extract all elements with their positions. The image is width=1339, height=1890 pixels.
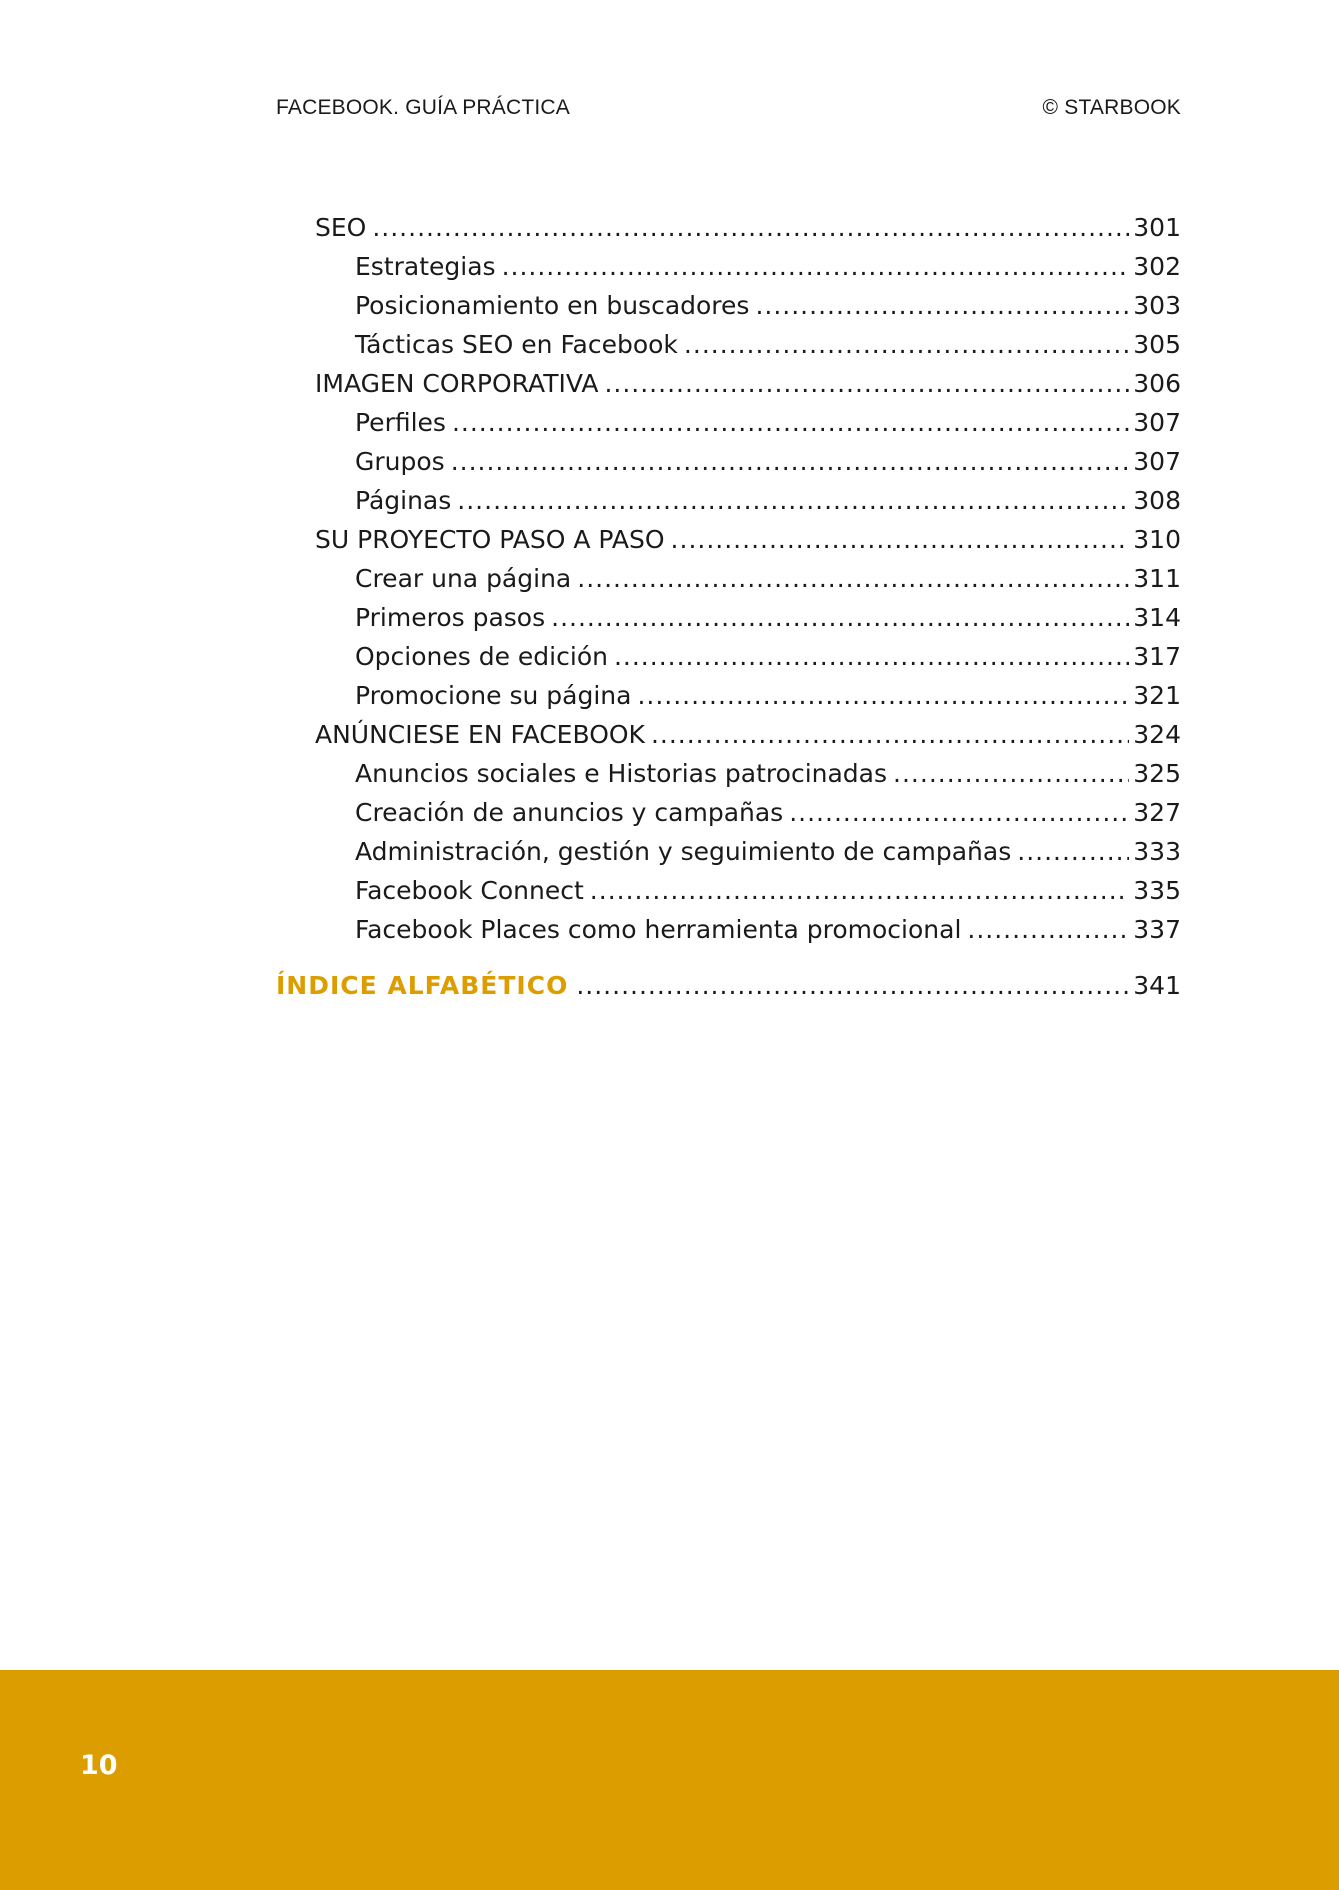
toc-entry-page: 317 <box>1133 642 1181 671</box>
toc-entry[interactable] <box>276 637 1181 676</box>
toc-entry[interactable] <box>276 598 1181 637</box>
toc-entry-page: 307 <box>1133 447 1181 476</box>
table-of-contents <box>276 208 1181 949</box>
toc-entry-page: 327 <box>1133 798 1181 827</box>
toc-entry-page: 335 <box>1133 876 1181 905</box>
dot-leader <box>893 754 1129 793</box>
toc-entry[interactable] <box>276 403 1181 442</box>
toc-entry-page: 308 <box>1133 486 1181 515</box>
toc-entry-title: Grupos <box>355 447 445 476</box>
toc-entry-title: Crear una página <box>355 564 572 593</box>
dot-leader <box>671 520 1130 559</box>
toc-entry-title: Páginas <box>355 486 452 515</box>
dot-leader <box>502 247 1130 286</box>
toc-entry-page: 311 <box>1133 564 1181 593</box>
toc-entry-page: 306 <box>1133 369 1181 398</box>
toc-entry[interactable] <box>276 286 1181 325</box>
toc-entry-page: 333 <box>1133 837 1181 866</box>
toc-entry-title: Facebook Connect <box>355 876 584 905</box>
toc-entry-page: 325 <box>1133 759 1181 788</box>
dot-leader <box>967 910 1129 949</box>
toc-entry-page: 302 <box>1133 252 1181 281</box>
toc-entry-page: 314 <box>1133 603 1181 632</box>
toc-entry-title: SU PROYECTO PASO A PASO <box>315 525 665 554</box>
page-number: 10 <box>80 1750 118 1781</box>
dot-leader <box>1017 832 1129 871</box>
dot-leader <box>576 966 1129 1006</box>
toc-entry-page: 310 <box>1133 525 1181 554</box>
toc-entry-title: Estrategias <box>355 252 496 281</box>
book-title: FACEBOOK. GUÍA PRÁCTICA <box>276 96 570 119</box>
toc-entry-title: Opciones de edición <box>355 642 608 671</box>
toc-entry-title: Perfiles <box>355 408 446 437</box>
toc-entry[interactable] <box>276 871 1181 910</box>
toc-entry-page: 305 <box>1133 330 1181 359</box>
toc-entry-title: Creación de anuncios y campañas <box>355 798 784 827</box>
toc-entry[interactable] <box>276 208 1181 247</box>
dot-leader <box>551 598 1129 637</box>
toc-entry[interactable] <box>276 559 1181 598</box>
publisher-credit: © STARBOOK <box>1042 96 1181 119</box>
toc-entry-page: 324 <box>1133 720 1181 749</box>
dot-leader <box>651 715 1129 754</box>
toc-entry[interactable] <box>276 364 1181 403</box>
dot-leader <box>637 676 1129 715</box>
toc-entry-page: 307 <box>1133 408 1181 437</box>
chapter-page: 341 <box>1133 971 1181 1000</box>
toc-entry[interactable] <box>276 910 1181 949</box>
dot-leader <box>452 403 1129 442</box>
toc-entry-title: Tácticas SEO en Facebook <box>355 330 678 359</box>
chapter-title: ÍNDICE ALFABÉTICO <box>276 971 569 1000</box>
toc-entry-title: SEO <box>315 213 367 242</box>
toc-entry[interactable] <box>276 676 1181 715</box>
toc-entry-page: 337 <box>1133 915 1181 944</box>
dot-leader <box>755 286 1129 325</box>
dot-leader <box>577 559 1129 598</box>
dot-leader <box>372 208 1129 247</box>
dot-leader <box>614 637 1129 676</box>
toc-entry[interactable] <box>276 793 1181 832</box>
running-header <box>276 96 1181 124</box>
toc-entry-page: 303 <box>1133 291 1181 320</box>
toc-entry-title: Posicionamiento en buscadores <box>355 291 750 320</box>
toc-entry[interactable] <box>276 754 1181 793</box>
toc-entry-title: Facebook Places como herramienta promocional <box>355 915 962 944</box>
toc-entry-title: IMAGEN CORPORATIVA <box>315 369 599 398</box>
toc-entry[interactable] <box>276 481 1181 520</box>
toc-entry-page: 321 <box>1133 681 1181 710</box>
toc-entry-title: Administración, gestión y seguimiento de campañas <box>355 837 1012 866</box>
toc-entry-title: Anuncios sociales e Historias patrocinadas <box>355 759 888 788</box>
toc-entry[interactable] <box>276 247 1181 286</box>
toc-entry[interactable] <box>276 325 1181 364</box>
toc-entry-title: Primeros pasos <box>355 603 546 632</box>
toc-chapter-entry[interactable] <box>276 966 1181 1006</box>
toc-entry[interactable] <box>276 520 1181 559</box>
dot-leader <box>684 325 1129 364</box>
dot-leader <box>604 364 1129 403</box>
dot-leader <box>457 481 1129 520</box>
toc-entry[interactable] <box>276 442 1181 481</box>
dot-leader <box>590 871 1129 910</box>
toc-entry-title: Promocione su página <box>355 681 632 710</box>
toc-entry[interactable] <box>276 832 1181 871</box>
dot-leader <box>789 793 1129 832</box>
footer-band <box>0 1670 1339 1890</box>
toc-entry-title: ANÚNCIESE EN FACEBOOK <box>315 720 645 749</box>
dot-leader <box>451 442 1130 481</box>
toc-entry-page: 301 <box>1133 213 1181 242</box>
toc-entry[interactable] <box>276 715 1181 754</box>
